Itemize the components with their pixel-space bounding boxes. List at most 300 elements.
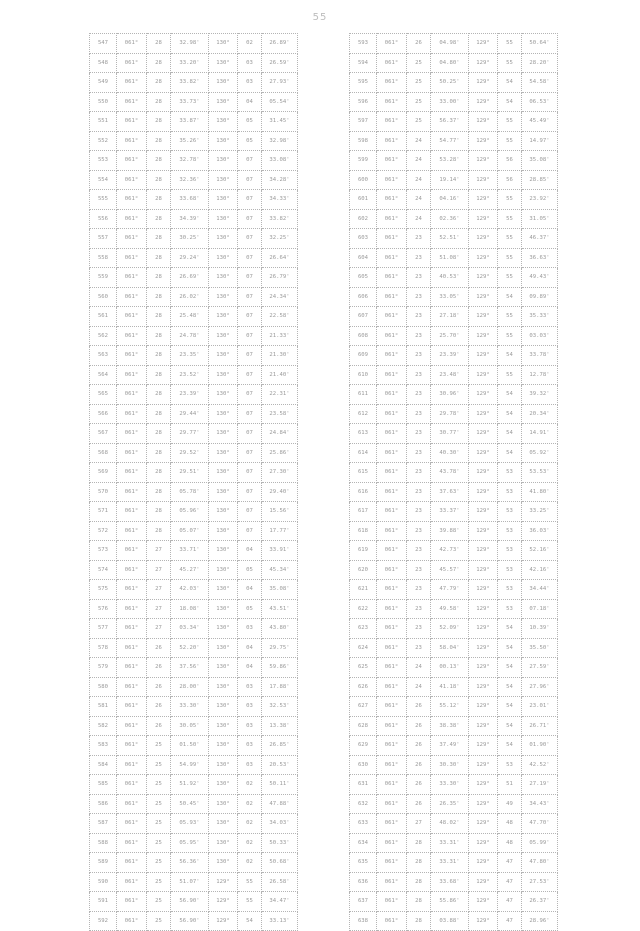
table-cell-latitude-minutes: 05 <box>238 131 262 151</box>
table-cell-latitude-seconds: 27.53' <box>522 872 558 892</box>
table-cell-latitude-seconds: 21.40' <box>262 365 298 385</box>
table-cell-longitude-seconds: 27.18' <box>431 307 469 327</box>
table-cell-latitude-minutes: 53 <box>498 560 522 580</box>
table-cell-latitude-minutes: 47 <box>498 892 522 912</box>
table-cell-latitude-degrees: 129° <box>469 248 498 268</box>
table-cell-longitude-degrees: 061° <box>117 112 147 132</box>
table-cell-latitude-minutes: 55 <box>498 112 522 132</box>
table-cell-latitude-minutes: 47 <box>498 853 522 873</box>
table-cell-point-number: 574 <box>90 560 117 580</box>
table-cell-longitude-seconds: 37.56' <box>171 658 209 678</box>
table-cell-longitude-seconds: 42.73' <box>431 541 469 561</box>
table-cell-longitude-minutes: 23 <box>407 443 431 463</box>
table-cell-latitude-minutes: 07 <box>238 443 262 463</box>
table-row <box>90 112 298 132</box>
table-cell-latitude-seconds: 01.90' <box>522 736 558 756</box>
table-cell-latitude-degrees: 129° <box>469 619 498 639</box>
table-row <box>350 53 558 73</box>
table-cell-longitude-minutes: 23 <box>407 541 431 561</box>
table-cell-latitude-seconds: 21.30' <box>262 346 298 366</box>
table-cell-longitude-degrees: 061° <box>377 599 407 619</box>
table-row <box>350 911 558 931</box>
table-cell-longitude-minutes: 28 <box>147 521 171 541</box>
table-cell-longitude-degrees: 061° <box>377 677 407 697</box>
table-cell-longitude-minutes: 26 <box>147 658 171 678</box>
table-cell-latitude-degrees: 130° <box>209 34 238 54</box>
table-cell-latitude-minutes: 07 <box>238 521 262 541</box>
table-cell-longitude-seconds: 23.48' <box>431 365 469 385</box>
table-cell-latitude-minutes: 49 <box>498 794 522 814</box>
table-cell-longitude-degrees: 061° <box>377 463 407 483</box>
table-cell-longitude-minutes: 28 <box>147 209 171 229</box>
table-cell-latitude-minutes: 07 <box>238 229 262 249</box>
table-cell-longitude-degrees: 061° <box>377 346 407 366</box>
table-cell-latitude-degrees: 129° <box>469 482 498 502</box>
table-cell-point-number: 567 <box>90 424 117 444</box>
table-row <box>90 307 298 327</box>
table-cell-latitude-degrees: 130° <box>209 599 238 619</box>
table-row <box>350 853 558 873</box>
table-cell-point-number: 635 <box>350 853 377 873</box>
table-cell-longitude-degrees: 061° <box>117 502 147 522</box>
table-cell-latitude-minutes: 55 <box>498 34 522 54</box>
table-cell-longitude-seconds: 38.38' <box>431 716 469 736</box>
table-cell-latitude-degrees: 129° <box>469 131 498 151</box>
table-cell-longitude-seconds: 53.28' <box>431 151 469 171</box>
table-cell-longitude-degrees: 061° <box>377 112 407 132</box>
table-cell-longitude-seconds: 47.79' <box>431 580 469 600</box>
table-cell-longitude-minutes: 26 <box>407 716 431 736</box>
table-cell-longitude-degrees: 061° <box>117 287 147 307</box>
table-cell-latitude-minutes: 54 <box>498 443 522 463</box>
table-cell-latitude-degrees: 130° <box>209 502 238 522</box>
table-cell-latitude-seconds: 52.16' <box>522 541 558 561</box>
table-row <box>90 131 298 151</box>
table-cell-latitude-degrees: 129° <box>469 580 498 600</box>
table-row <box>90 736 298 756</box>
table-row <box>350 580 558 600</box>
table-cell-latitude-degrees: 129° <box>469 268 498 288</box>
table-cell-longitude-minutes: 28 <box>407 892 431 912</box>
table-cell-longitude-minutes: 23 <box>407 248 431 268</box>
table-cell-point-number: 552 <box>90 131 117 151</box>
table-row <box>350 443 558 463</box>
table-row <box>350 287 558 307</box>
table-cell-latitude-seconds: 23.01' <box>522 697 558 717</box>
table-cell-longitude-minutes: 28 <box>147 92 171 112</box>
table-cell-longitude-seconds: 30.77' <box>431 424 469 444</box>
table-cell-longitude-seconds: 32.36' <box>171 170 209 190</box>
table-row <box>90 580 298 600</box>
table-cell-latitude-seconds: 50.11' <box>262 775 298 795</box>
table-cell-point-number: 547 <box>90 34 117 54</box>
table-cell-longitude-seconds: 03.88' <box>431 911 469 931</box>
table-cell-point-number: 566 <box>90 404 117 424</box>
table-cell-longitude-seconds: 05.93' <box>171 814 209 834</box>
table-cell-latitude-seconds: 13.38' <box>262 716 298 736</box>
table-row <box>350 775 558 795</box>
table-cell-latitude-degrees: 129° <box>469 170 498 190</box>
table-cell-longitude-degrees: 061° <box>377 170 407 190</box>
table-cell-point-number: 555 <box>90 190 117 210</box>
table-cell-latitude-degrees: 130° <box>209 794 238 814</box>
table-cell-point-number: 613 <box>350 424 377 444</box>
table-cell-point-number: 554 <box>90 170 117 190</box>
table-cell-longitude-minutes: 25 <box>407 73 431 93</box>
table-cell-longitude-seconds: 52.51' <box>431 229 469 249</box>
table-cell-point-number: 573 <box>90 541 117 561</box>
table-cell-latitude-seconds: 06.53' <box>522 92 558 112</box>
table-cell-latitude-minutes: 55 <box>498 268 522 288</box>
table-row <box>90 775 298 795</box>
table-cell-longitude-seconds: 23.52' <box>171 365 209 385</box>
table-row <box>90 794 298 814</box>
table-cell-latitude-minutes: 04 <box>238 541 262 561</box>
table-cell-longitude-degrees: 061° <box>117 170 147 190</box>
table-cell-latitude-degrees: 130° <box>209 190 238 210</box>
table-cell-latitude-degrees: 130° <box>209 580 238 600</box>
table-cell-latitude-seconds: 49.43' <box>522 268 558 288</box>
table-cell-longitude-seconds: 29.51' <box>171 463 209 483</box>
table-cell-latitude-degrees: 129° <box>469 658 498 678</box>
table-cell-latitude-seconds: 07.18' <box>522 599 558 619</box>
table-cell-longitude-minutes: 25 <box>407 92 431 112</box>
table-cell-longitude-seconds: 23.39' <box>171 385 209 405</box>
table-cell-latitude-seconds: 22.58' <box>262 307 298 327</box>
table-cell-longitude-degrees: 061° <box>117 736 147 756</box>
table-cell-point-number: 579 <box>90 658 117 678</box>
table-cell-longitude-seconds: 33.82' <box>171 73 209 93</box>
table-cell-latitude-minutes: 07 <box>238 404 262 424</box>
table-cell-point-number: 632 <box>350 794 377 814</box>
table-row <box>90 619 298 639</box>
table-cell-latitude-seconds: 33.82' <box>262 209 298 229</box>
table-cell-longitude-minutes: 23 <box>407 346 431 366</box>
table-row <box>350 229 558 249</box>
table-cell-latitude-seconds: 35.08' <box>522 151 558 171</box>
table-cell-point-number: 607 <box>350 307 377 327</box>
table-cell-longitude-minutes: 28 <box>147 268 171 288</box>
table-cell-longitude-degrees: 061° <box>377 424 407 444</box>
table-cell-longitude-minutes: 26 <box>147 677 171 697</box>
table-cell-latitude-seconds: 26.89' <box>262 34 298 54</box>
table-cell-longitude-seconds: 56.90' <box>171 911 209 931</box>
table-cell-latitude-minutes: 07 <box>238 248 262 268</box>
table-row <box>90 463 298 483</box>
table-cell-longitude-minutes: 23 <box>407 404 431 424</box>
table-cell-latitude-seconds: 33.25' <box>522 502 558 522</box>
table-cell-point-number: 615 <box>350 463 377 483</box>
table-cell-longitude-minutes: 23 <box>407 287 431 307</box>
table-cell-longitude-seconds: 33.30' <box>171 697 209 717</box>
table-cell-longitude-seconds: 40.30' <box>431 443 469 463</box>
table-cell-latitude-seconds: 43.80' <box>262 619 298 639</box>
table-cell-latitude-degrees: 130° <box>209 853 238 873</box>
table-cell-longitude-degrees: 061° <box>377 229 407 249</box>
table-cell-longitude-seconds: 58.04' <box>431 638 469 658</box>
table-row <box>350 190 558 210</box>
table-cell-latitude-minutes: 54 <box>498 677 522 697</box>
table-row <box>350 424 558 444</box>
table-cell-point-number: 583 <box>90 736 117 756</box>
table-cell-longitude-seconds: 03.34' <box>171 619 209 639</box>
table-cell-longitude-degrees: 061° <box>117 619 147 639</box>
table-cell-latitude-seconds: 34.03' <box>262 814 298 834</box>
table-cell-longitude-minutes: 28 <box>147 307 171 327</box>
table-cell-longitude-degrees: 061° <box>117 92 147 112</box>
table-cell-longitude-degrees: 061° <box>377 619 407 639</box>
table-cell-latitude-degrees: 129° <box>469 677 498 697</box>
table-cell-longitude-seconds: 25.48' <box>171 307 209 327</box>
table-cell-latitude-seconds: 35.50' <box>522 638 558 658</box>
table-cell-latitude-seconds: 47.70' <box>522 814 558 834</box>
table-cell-point-number: 584 <box>90 755 117 775</box>
table-cell-latitude-seconds: 29.75' <box>262 638 298 658</box>
table-cell-longitude-degrees: 061° <box>377 775 407 795</box>
table-cell-longitude-degrees: 061° <box>117 424 147 444</box>
table-cell-longitude-minutes: 25 <box>407 112 431 132</box>
table-cell-longitude-degrees: 061° <box>377 326 407 346</box>
table-cell-latitude-minutes: 07 <box>238 502 262 522</box>
table-cell-longitude-seconds: 43.78' <box>431 463 469 483</box>
table-row <box>350 755 558 775</box>
table-cell-longitude-minutes: 23 <box>407 326 431 346</box>
table-cell-latitude-degrees: 129° <box>469 911 498 931</box>
table-cell-latitude-seconds: 14.97' <box>522 131 558 151</box>
table-row <box>350 638 558 658</box>
table-cell-latitude-minutes: 05 <box>238 112 262 132</box>
table-cell-latitude-minutes: 07 <box>238 151 262 171</box>
table-cell-latitude-degrees: 130° <box>209 268 238 288</box>
table-cell-latitude-minutes: 02 <box>238 814 262 834</box>
table-cell-latitude-minutes: 48 <box>498 833 522 853</box>
table-row <box>350 346 558 366</box>
table-row <box>90 268 298 288</box>
table-cell-point-number: 557 <box>90 229 117 249</box>
table-cell-point-number: 561 <box>90 307 117 327</box>
table-cell-longitude-seconds: 33.71' <box>171 541 209 561</box>
table-cell-latitude-seconds: 41.80' <box>522 482 558 502</box>
table-cell-longitude-minutes: 28 <box>147 53 171 73</box>
table-cell-point-number: 593 <box>350 34 377 54</box>
table-cell-longitude-minutes: 28 <box>147 170 171 190</box>
table-cell-point-number: 623 <box>350 619 377 639</box>
table-row <box>350 814 558 834</box>
table-cell-longitude-degrees: 061° <box>377 911 407 931</box>
table-cell-longitude-degrees: 061° <box>377 736 407 756</box>
table-cell-latitude-seconds: 23.58' <box>262 404 298 424</box>
table-cell-latitude-minutes: 02 <box>238 833 262 853</box>
table-cell-longitude-degrees: 061° <box>117 346 147 366</box>
table-cell-longitude-degrees: 061° <box>377 73 407 93</box>
table-cell-latitude-seconds: 05.99' <box>522 833 558 853</box>
table-cell-longitude-degrees: 061° <box>377 443 407 463</box>
table-cell-latitude-seconds: 33.78' <box>522 346 558 366</box>
table-cell-latitude-seconds: 53.53' <box>522 463 558 483</box>
table-cell-point-number: 563 <box>90 346 117 366</box>
table-cell-latitude-seconds: 33.13' <box>262 911 298 931</box>
table-cell-point-number: 578 <box>90 638 117 658</box>
table-cell-latitude-seconds: 50.68' <box>262 853 298 873</box>
table-cell-point-number: 595 <box>350 73 377 93</box>
table-cell-longitude-degrees: 061° <box>117 131 147 151</box>
table-cell-latitude-seconds: 27.96' <box>522 677 558 697</box>
table-cell-latitude-degrees: 130° <box>209 775 238 795</box>
table-cell-longitude-minutes: 23 <box>407 638 431 658</box>
table-cell-point-number: 589 <box>90 853 117 873</box>
table-cell-longitude-degrees: 061° <box>377 34 407 54</box>
table-cell-point-number: 591 <box>90 892 117 912</box>
table-cell-longitude-minutes: 28 <box>147 287 171 307</box>
table-cell-latitude-seconds: 47.88' <box>262 794 298 814</box>
table-cell-longitude-seconds: 00.13' <box>431 658 469 678</box>
table-cell-longitude-seconds: 45.57' <box>431 560 469 580</box>
table-cell-latitude-degrees: 130° <box>209 619 238 639</box>
table-row <box>90 521 298 541</box>
table-cell-longitude-seconds: 19.14' <box>431 170 469 190</box>
table-cell-point-number: 621 <box>350 580 377 600</box>
table-cell-point-number: 556 <box>90 209 117 229</box>
table-cell-longitude-seconds: 55.12' <box>431 697 469 717</box>
table-cell-latitude-minutes: 54 <box>498 638 522 658</box>
table-cell-latitude-degrees: 130° <box>209 151 238 171</box>
table-cell-point-number: 585 <box>90 775 117 795</box>
table-cell-longitude-minutes: 23 <box>407 619 431 639</box>
table-row <box>90 697 298 717</box>
table-cell-longitude-seconds: 37.63' <box>431 482 469 502</box>
table-cell-longitude-seconds: 29.77' <box>171 424 209 444</box>
table-cell-latitude-seconds: 26.59' <box>262 53 298 73</box>
table-cell-latitude-degrees: 129° <box>469 53 498 73</box>
table-cell-latitude-seconds: 43.51' <box>262 599 298 619</box>
table-cell-longitude-degrees: 061° <box>377 151 407 171</box>
table-cell-latitude-seconds: 26.64' <box>262 248 298 268</box>
table-cell-point-number: 626 <box>350 677 377 697</box>
table-cell-point-number: 560 <box>90 287 117 307</box>
table-cell-latitude-seconds: 31.05' <box>522 209 558 229</box>
table-cell-latitude-degrees: 129° <box>209 872 238 892</box>
table-cell-latitude-degrees: 130° <box>209 73 238 93</box>
table-cell-point-number: 592 <box>90 911 117 931</box>
table-cell-longitude-seconds: 05.07' <box>171 521 209 541</box>
table-cell-point-number: 638 <box>350 911 377 931</box>
table-cell-longitude-degrees: 061° <box>117 580 147 600</box>
table-cell-longitude-seconds: 29.24' <box>171 248 209 268</box>
table-row <box>90 541 298 561</box>
table-row <box>350 326 558 346</box>
table-cell-latitude-minutes: 54 <box>498 346 522 366</box>
table-cell-point-number: 622 <box>350 599 377 619</box>
table-cell-latitude-minutes: 55 <box>498 229 522 249</box>
table-cell-latitude-degrees: 130° <box>209 170 238 190</box>
table-cell-latitude-degrees: 129° <box>469 560 498 580</box>
table-cell-longitude-degrees: 061° <box>117 716 147 736</box>
table-row <box>90 346 298 366</box>
table-cell-point-number: 611 <box>350 385 377 405</box>
table-cell-latitude-minutes: 03 <box>238 697 262 717</box>
table-cell-latitude-minutes: 07 <box>238 307 262 327</box>
table-cell-latitude-degrees: 129° <box>469 697 498 717</box>
table-cell-longitude-seconds: 29.78' <box>431 404 469 424</box>
table-cell-point-number: 610 <box>350 365 377 385</box>
table-cell-longitude-degrees: 061° <box>117 73 147 93</box>
table-cell-longitude-minutes: 28 <box>147 482 171 502</box>
table-cell-point-number: 619 <box>350 541 377 561</box>
table-cell-latitude-degrees: 130° <box>209 463 238 483</box>
table-cell-latitude-seconds: 26.79' <box>262 268 298 288</box>
table-cell-longitude-seconds: 18.08' <box>171 599 209 619</box>
table-cell-latitude-degrees: 129° <box>469 853 498 873</box>
table-cell-longitude-degrees: 061° <box>377 307 407 327</box>
table-cell-latitude-seconds: 05.92' <box>522 443 558 463</box>
table-cell-latitude-minutes: 55 <box>498 307 522 327</box>
table-cell-latitude-degrees: 129° <box>469 346 498 366</box>
table-row <box>90 892 298 912</box>
table-cell-latitude-degrees: 130° <box>209 482 238 502</box>
table-cell-latitude-minutes: 54 <box>498 92 522 112</box>
table-cell-longitude-minutes: 26 <box>147 638 171 658</box>
table-cell-latitude-seconds: 28.20' <box>522 53 558 73</box>
table-cell-latitude-degrees: 130° <box>209 53 238 73</box>
table-cell-longitude-degrees: 061° <box>377 697 407 717</box>
table-cell-longitude-degrees: 061° <box>117 599 147 619</box>
table-cell-point-number: 565 <box>90 385 117 405</box>
table-cell-longitude-seconds: 25.70' <box>431 326 469 346</box>
table-cell-latitude-degrees: 130° <box>209 112 238 132</box>
table-cell-latitude-minutes: 07 <box>238 170 262 190</box>
table-row <box>90 151 298 171</box>
table-cell-point-number: 587 <box>90 814 117 834</box>
table-cell-latitude-minutes: 56 <box>498 151 522 171</box>
table-cell-latitude-degrees: 130° <box>209 404 238 424</box>
table-cell-point-number: 602 <box>350 209 377 229</box>
table-cell-longitude-minutes: 23 <box>407 385 431 405</box>
table-cell-longitude-degrees: 061° <box>117 872 147 892</box>
table-cell-longitude-seconds: 51.08' <box>431 248 469 268</box>
table-cell-longitude-degrees: 061° <box>377 794 407 814</box>
table-cell-point-number: 634 <box>350 833 377 853</box>
table-cell-point-number: 624 <box>350 638 377 658</box>
table-cell-point-number: 629 <box>350 736 377 756</box>
table-cell-latitude-seconds: 34.43' <box>522 794 558 814</box>
table-row <box>350 716 558 736</box>
table-cell-latitude-minutes: 03 <box>238 716 262 736</box>
table-cell-latitude-minutes: 03 <box>238 755 262 775</box>
table-cell-point-number: 588 <box>90 833 117 853</box>
table-cell-longitude-minutes: 26 <box>407 755 431 775</box>
left-coordinate-table <box>89 33 298 931</box>
table-cell-longitude-seconds: 33.87' <box>171 112 209 132</box>
table-cell-point-number: 603 <box>350 229 377 249</box>
table-cell-longitude-minutes: 28 <box>147 131 171 151</box>
table-cell-longitude-minutes: 23 <box>407 482 431 502</box>
table-cell-latitude-minutes: 07 <box>238 482 262 502</box>
table-cell-longitude-seconds: 39.88' <box>431 521 469 541</box>
table-cell-longitude-seconds: 35.26' <box>171 131 209 151</box>
table-cell-longitude-minutes: 24 <box>407 151 431 171</box>
table-cell-point-number: 620 <box>350 560 377 580</box>
table-cell-latitude-seconds: 26.37' <box>522 892 558 912</box>
table-cell-longitude-minutes: 26 <box>147 697 171 717</box>
table-cell-point-number: 599 <box>350 151 377 171</box>
table-cell-longitude-minutes: 23 <box>407 502 431 522</box>
table-cell-latitude-degrees: 129° <box>469 151 498 171</box>
table-cell-longitude-degrees: 061° <box>117 463 147 483</box>
table-row <box>350 112 558 132</box>
table-cell-latitude-minutes: 54 <box>498 697 522 717</box>
table-cell-longitude-degrees: 061° <box>117 209 147 229</box>
table-cell-longitude-minutes: 27 <box>407 814 431 834</box>
